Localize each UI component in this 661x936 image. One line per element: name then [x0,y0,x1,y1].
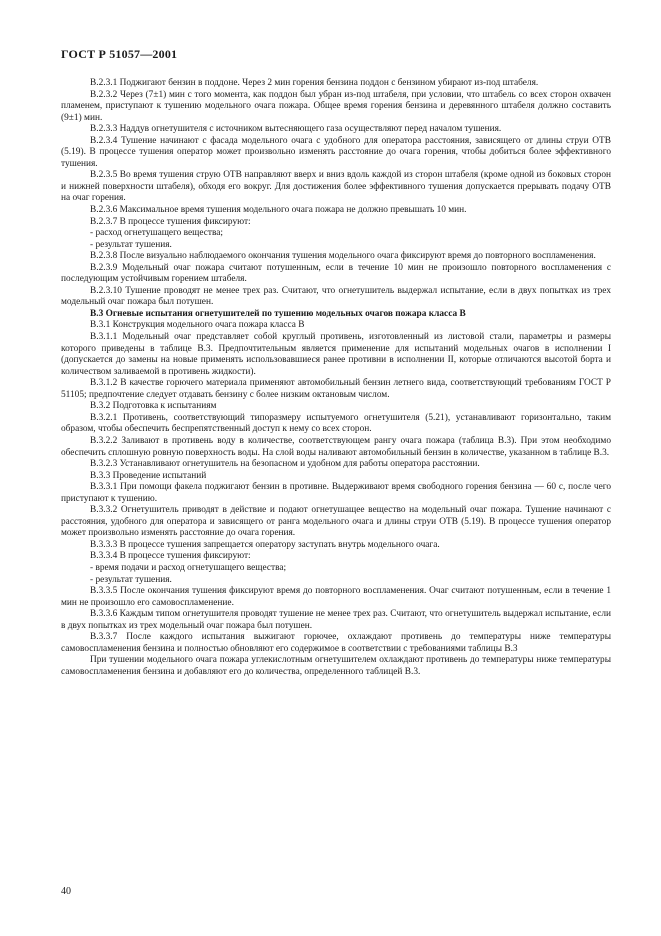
list-item: - время подачи и расход огнетушащего вещества; [90,562,287,573]
paragraph: В.3.2.2 Заливают в противень воду в количестве, соответствующем рангу очага пожара (таблица В.3). При этом необходимо обеспечить сплошную ровную поверхность воды. На слой воды наливают автомобильный бензин в количестве, указанном в таблице В.3. [61,435,611,458]
paragraph: При тушении модельного очага пожара углекислотным огнетушителем охлаждают противень до температуры ниже температуры самовоспламенения бензина и добавляют его до количества, определенного таблицей В.3. [61,655,611,677]
paragraph: В.2.3.8 После визуально наблюдаемого окончания тушения модельного очага фиксируют время до повторного воспламенения. [90,251,596,262]
paragraph: В.2.3.9 Модельный очаг пожара считают потушенным, если в течение 10 мин не произошло повторного воспламенения с последующим устойчивым горением штабеля. [61,262,611,285]
subsection-heading: В.3.2 Подготовка к испытаниям [90,401,217,412]
subsection-heading: В.3.3 Проведение испытаний [90,470,207,481]
list-item: - результат тушения. [90,239,172,250]
paragraph: В.2.3.7 В процессе тушения фиксируют: [90,216,251,227]
paragraph: В.3.3.5 После окончания тушения фиксируют время до повторного воспламенения. Очаг считают потушенным, если в течение 1 мин не произошло его самовоспламенение. [61,586,611,608]
paragraph: В.3.3.3 В процессе тушения запрещается оператору заступать внутрь модельного очага. [90,539,440,550]
paragraph: В.3.3.7 После каждого испытания выжигают горючее, охлаждают противень до температуры ниже температуры самовоспламенения бензина и полностью обновляют его содержимое в соответствии с требованиями таблицы В.3 [61,632,611,654]
subsection-heading: В.3.1 Конструкция модельного очага пожара класса В [90,320,305,331]
paragraph: В.2.3.4 Тушение начинают с фасада модельного очага с удобного для оператора расстояния, зависящего от длины струи ОТВ (5.19). В процессе тушения оператор может произвольно изменять расстояние до очага горения, чтобы добиться более эффективного тушения. [61,135,611,169]
paragraph: В.3.3.2 Огнетушитель приводят в действие и подают огнетушащее вещество на модельный очаг пожара. Тушение начинают с расстояния, удобного для оператора и зависящего от ранга модельного очага и длины струи ОТВ (5.19). В процессе тушения оператор может произвольно изменять расстояние до очага горения. [61,505,611,539]
paragraph: В.2.3.5 Во время тушения струю ОТВ направляют вверх и вниз вдоль каждой из сторон штабеля (кроме одной из боковых сторон и нижней поверхности штабеля), обходя его вокруг. Для достижения более эффективного тушения допускается прерывать подачу ОТВ на очаг горения. [61,170,611,204]
page-number: 40 [61,886,71,897]
paragraph: В.2.3.6 Максимальное время тушения модельного очага пожара не должно превышать 10 мин. [90,205,467,216]
paragraph: В.2.3.3 Наддув огнетушителя с источником вытесняющего газа осуществляют перед началом тушения. [90,124,502,135]
paragraph: В.3.2.1 Противень, соответствующий типоразмеру испытуемого огнетушителя (5.21), устанавливают горизонтально, таким образом, чтобы обеспечить беспрепятственный доступ к нему со всех сторон. [61,412,611,435]
paragraph: В.2.3.1 Поджигают бензин в поддоне. Через 2 мин горения бензина поддон с бензином убирают из-под штабеля. [90,78,539,88]
paragraph: В.3.3.4 В процессе тушения фиксируют: [90,551,251,562]
paragraph: В.3.2.3 Устанавливают огнетушитель на безопасном и удобном для работы оператора расстоянии. [90,459,480,470]
paragraph: В.2.3.10 Тушение проводят не менее трех раз. Считают, что огнетушитель выдержал испытание, если в двух попытках из трех модельный очаг пожара был потушен. [61,285,611,308]
paragraph: В.2.3.2 Через (7±1) мин с того момента, как поддон был убран из-под штабеля, при условии, что штабель со всех сторон охвачен пламенем, приступают к тушению модельного очага пожара. Общее время горения бензина и деревянного штабеля должно составить (9±1) мин. [61,89,611,123]
paragraph: В.3.1.2 В качестве горючего материала применяют автомобильный бензин летнего вида, соответствующий требованиям ГОСТ Р 51105; предпочтение следует отдавать бензину с более низким октановым числом. [61,378,611,400]
paragraph: В.3.3.6 Каждым типом огнетушителя проводят тушение не менее трех раз. Считают, что огнетушитель выдержал испытание, если в двух попытках из трех модельный очаг пожара был потушен. [61,609,611,631]
paragraph: В.3.3.1 При помощи факела поджигают бензин в противне. Выдерживают время свободного горения бензина — 60 с, после чего приступают к тушению. [61,482,611,504]
list-item: - результат тушения. [90,574,172,585]
document-body [61,78,611,678]
section-heading: В.3 Огневые испытания огнетушителей по тушению модельных очагов пожара класса В [90,308,466,319]
paragraph: В.3.1.1 Модельный очаг представляет собой круглый противень, изготовленный из листовой стали, параметры и размеры которого приведены в таблице В.3. Предпочтительным является применение для испытаний модельных очагов в исполнении I (допускается до замены на новые применять использовавшиеся ранее противни в исполнении II, которые отличаются высотой борта и количеством заливаемой в противень жидкости). [61,332,611,377]
list-item: - расход огнетушащего вещества; [90,228,224,239]
document-header: ГОСТ Р 51057—2001 [61,47,178,61]
